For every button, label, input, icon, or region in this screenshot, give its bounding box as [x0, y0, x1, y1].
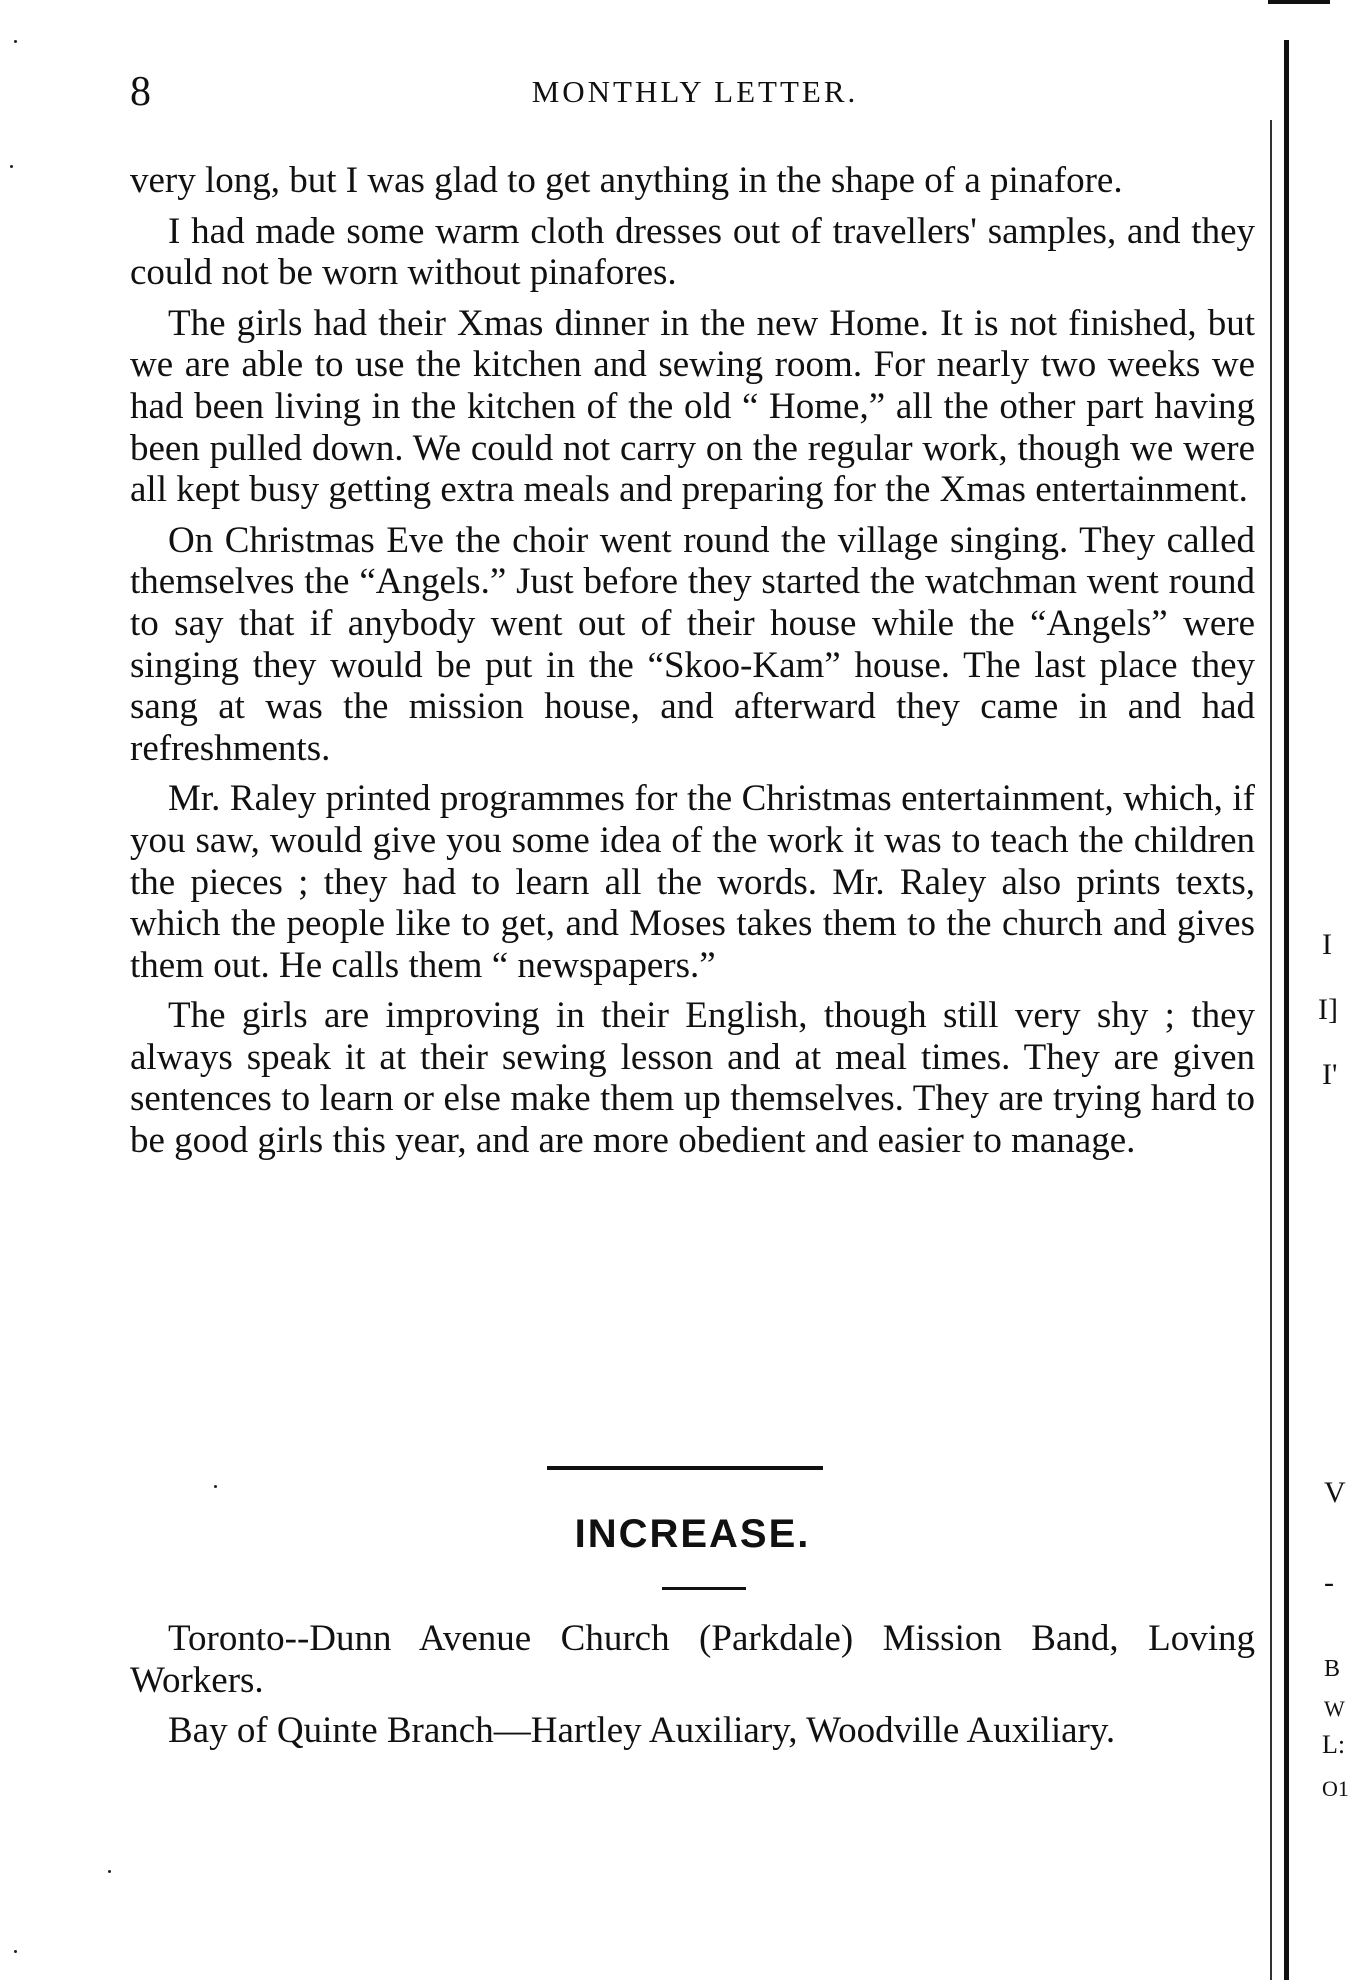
paragraph: very long, but I was glad to get anything in the shape of a pinafore. — [130, 160, 1123, 201]
edge-fragment: W — [1324, 1696, 1345, 1721]
section-heading: INCREASE. — [574, 1512, 811, 1556]
edge-fragment: - — [1324, 1566, 1334, 1599]
list-item: Toronto--Dunn Avenue Church (Parkdale) Mission Band, Loving Workers. — [130, 1618, 1255, 1701]
page-header — [130, 68, 1260, 118]
edge-fragment: V — [1324, 1476, 1346, 1509]
binding-edge — [1268, 0, 1356, 1986]
edge-fragment: L: — [1322, 1730, 1346, 1759]
print-speck — [10, 165, 13, 168]
paragraph: The girls are improving in their English, though still very shy ; they always speak it at their sewing lesson and at meal times. They are given sentences to learn or else make them up themselves. They are trying hard to be good girls this year, and are more obedient and easier to manage. — [130, 995, 1255, 1162]
running-head: MONTHLY LETTER. — [531, 74, 859, 109]
list-item: Bay of Quinte Branch—Hartley Auxiliary, Woodville Auxiliary. — [168, 1710, 1116, 1752]
edge-fragment: O1 — [1322, 1776, 1349, 1801]
section-divider — [547, 1466, 823, 1470]
paragraph: The girls had their Xmas dinner in the new Home. It is not finished, but we are able to use the kitchen and sewing room. For nearly two weeks we had been living in the kitchen of the old “ Home,” all the other part having been pulled down. We could not carry on the regular work, though we were all kept busy getting extra meals and preparing for the Xmas entertainment. — [130, 302, 1255, 511]
edge-fragment: I — [1322, 928, 1332, 961]
heading-underline — [662, 1587, 746, 1590]
increase-list — [130, 1618, 1255, 1761]
edge-fragment: B — [1324, 1656, 1341, 1682]
edge-fragment: I] — [1318, 993, 1338, 1026]
print-speck — [14, 1950, 17, 1953]
print-speck — [108, 1870, 111, 1873]
paragraph: On Christmas Eve the choir went round the village singing. They called themselves the “Angels.” Just before they started the watchman went round to say that if anybody went out of their house while the “Angels” were singing they would be put in the “Skoo-Kam” house. The last place they sang at was the mission house, and afterward they came in and had refreshments. — [130, 519, 1255, 769]
spine-rule — [1284, 40, 1289, 1980]
letter-body — [130, 160, 1255, 1171]
spine-edge-rule — [1270, 120, 1272, 1980]
paragraph: Mr. Raley printed programmes for the Christmas entertainment, which, if you saw, would give you some idea of the work it was to teach the children the pieces ; they had to learn all the words. Mr. Raley also prints texts, which the people like to get, and Moses takes them to the church and gives them out. He calls them “ newspapers.” — [130, 778, 1255, 986]
page-number: 8 — [130, 69, 151, 115]
edge-fragment: I' — [1322, 1058, 1338, 1091]
paragraph: I had made some warm cloth dresses out of travellers' samples, and they could not be worn without pinafores. — [130, 210, 1255, 294]
print-speck — [214, 1485, 217, 1488]
spine-top-rule — [1268, 0, 1330, 4]
print-speck — [14, 40, 17, 43]
